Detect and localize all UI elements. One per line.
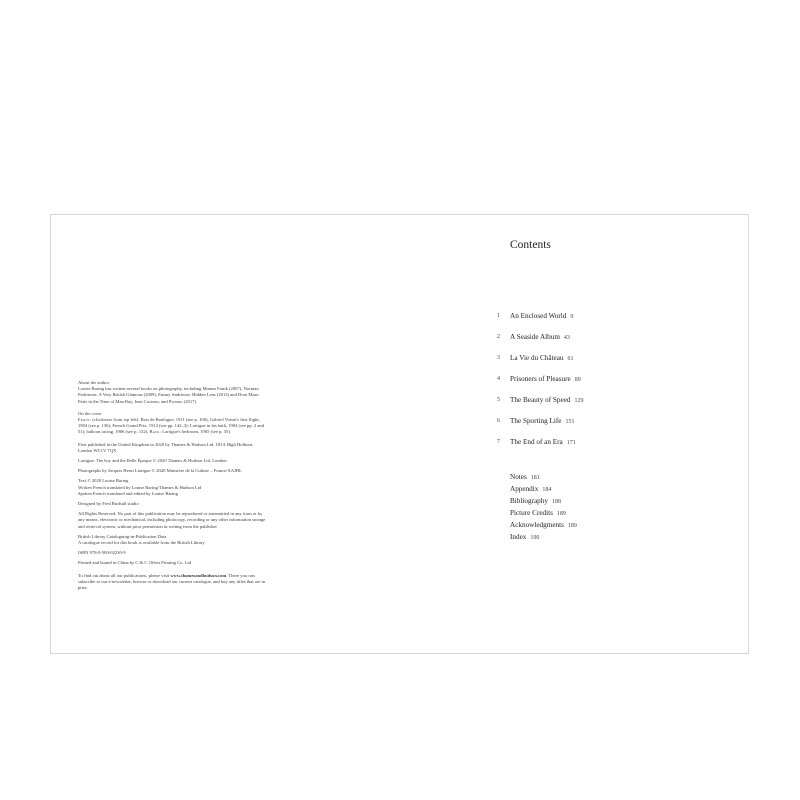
- find-out-pre: To find out about all our publications, please visit: [78, 572, 171, 578]
- chapter-entry: [497, 417, 717, 438]
- backmatter-title: Bibliography: [510, 496, 548, 505]
- find-out-post: . There you can subscribe to our e-newsletter, browse or download our current catalogue, and buy any titles that are in print.: [78, 572, 266, 591]
- book-spread: [50, 214, 749, 654]
- backmatter-page: 184: [542, 486, 552, 493]
- chapter-page: 61: [567, 356, 574, 362]
- chapter-list: [497, 312, 717, 459]
- find-out-notice: [78, 573, 268, 592]
- chapter-page: 43: [563, 335, 570, 341]
- chapter-number: 7: [497, 439, 500, 445]
- backmatter-entry: [510, 532, 577, 544]
- backmatter-page: 189: [556, 510, 566, 517]
- backmatter-entry: [510, 496, 577, 508]
- chapter-title: [510, 396, 583, 406]
- chapter-entry: [497, 438, 717, 459]
- chapter-title: [510, 438, 576, 448]
- backmatter-entry: [510, 508, 577, 520]
- text-copyright: Text © 2020 Louise Baring: [78, 478, 129, 484]
- chapter-title-text: The End of an Era: [510, 438, 563, 446]
- chapter-title-text: A Seaside Album: [510, 333, 560, 341]
- chapter-entry: [497, 312, 717, 333]
- chapter-number: 3: [497, 355, 500, 361]
- chapter-number: 4: [497, 376, 500, 382]
- designer-credit: Designed by Fred Birdsall studio: [78, 501, 139, 507]
- chapter-entry: [497, 333, 717, 354]
- chapter-title: [510, 417, 575, 427]
- chapter-title-text: The Beauty of Speed: [510, 396, 571, 404]
- back-text: Lartigue's bedroom, 1905 (see p. 35).: [162, 429, 231, 435]
- front-text: (clockwise from top left): Bois de Boulogne, 1911 (see p. 106); Gabriel Voisin's first flight, 1904 (see p. 136); French Grand Prix, 1912 (see pp. 142–3); Lartigue in his bath, 1904 (see pp. 2 and 51); balloon racing, 1906 (see p. 132).: [78, 417, 265, 435]
- about-text: Louise Baring has written several books on photography, including Mumm Frank (2007), Norman Parkinson: A Very British Glamour (2009), Emmy Andriesse: Hidden Lens (2013) and Dora Maar: Paris in the Time of Man Ray, Jean Cocteau, and Picasso (2017).: [78, 386, 260, 404]
- chapter-page: 89: [574, 377, 581, 383]
- chapter-title: [510, 312, 573, 322]
- chapter-entry: [497, 375, 717, 396]
- backmatter-entry: [510, 520, 577, 532]
- cip-text: A catalogue record for this book is available from the British Library: [78, 540, 205, 546]
- backmatter-entry: [510, 484, 577, 496]
- chapter-number: 5: [497, 397, 500, 403]
- backmatter-page: 188: [551, 498, 561, 505]
- backmatter-title: Notes: [510, 473, 527, 481]
- chapter-entry: [497, 396, 717, 417]
- backmatter-page: 190: [530, 534, 540, 541]
- written-french-credit: Written French translated by Louise Baring/Thames & Hudson Ltd: [78, 484, 202, 490]
- first-published: First published in the United Kingdom in 2020 by Thames & Hudson Ltd, 181A High Holborn, London WC1V 7QX: [78, 441, 254, 453]
- rights-notice: All Rights Reserved. No part of this publication may be reproduced or transmitted in any form or by any means, electronic or mechanical, including photocopy, recording or any other information storage and retrieval system, without prior permission in writing from the publisher.: [78, 511, 266, 529]
- chapter-number: 1: [497, 313, 500, 319]
- publisher-website-link[interactable]: www.thamesandhudson.com: [170, 572, 227, 578]
- printed-notice: Printed and bound in China by C & C Offset Printing Co. Ltd: [78, 560, 192, 566]
- cip-heading: British Library Cataloguing-in-Publication Data: [78, 533, 167, 539]
- backmatter-title: Appendix: [510, 484, 539, 493]
- chapter-title: [510, 375, 581, 385]
- isbn: ISBN 978-0-500-02230-9: [78, 550, 126, 556]
- chapter-title: [510, 354, 574, 364]
- backmatter-title: Acknowledgments: [510, 520, 564, 529]
- chapter-title-text: La Vie du Château: [510, 354, 564, 362]
- photographs-copyright: Photographs by Jacques Henri Lartigue © 2020 Ministère de la Culture – France/AAJHL: [78, 468, 242, 474]
- chapter-page: 151: [565, 419, 575, 425]
- backmatter-entry: [510, 472, 577, 484]
- backmatter-page: 181: [530, 475, 540, 481]
- chapter-entry: [497, 354, 717, 375]
- backmatter-title: Picture Credits: [510, 508, 553, 517]
- chapter-title: [510, 333, 570, 343]
- chapter-title-text: Prisoners of Pleasure: [510, 375, 571, 383]
- chapter-page: 129: [574, 398, 584, 404]
- front-label: Front:: [78, 417, 92, 423]
- spoken-french-credit: Spoken French translated and edited by Louise Baring: [78, 490, 178, 496]
- chapter-title-text: An Enclosed World: [510, 312, 567, 320]
- chapter-number: 6: [497, 418, 500, 424]
- chapter-number: 2: [497, 334, 500, 340]
- contents-title: Contents: [510, 239, 551, 251]
- backmatter-page: 189: [567, 522, 577, 529]
- backmatter-title: Index: [510, 532, 527, 541]
- chapter-title-text: The Sporting Life: [510, 417, 562, 425]
- chapter-page: 171: [566, 440, 576, 446]
- imprint-page: [78, 380, 268, 591]
- on-the-cover-heading: On the cover: [78, 410, 102, 416]
- lartigue-copyright: Lartigue: The boy and the Belle Époque © 2020 Thames & Hudson Ltd, London: [78, 458, 227, 464]
- about-heading: About the author: [78, 380, 110, 385]
- back-label: Back:: [149, 429, 162, 435]
- backmatter-list: [510, 472, 577, 543]
- chapter-page: 9: [570, 314, 574, 320]
- cover-credits: [78, 417, 268, 436]
